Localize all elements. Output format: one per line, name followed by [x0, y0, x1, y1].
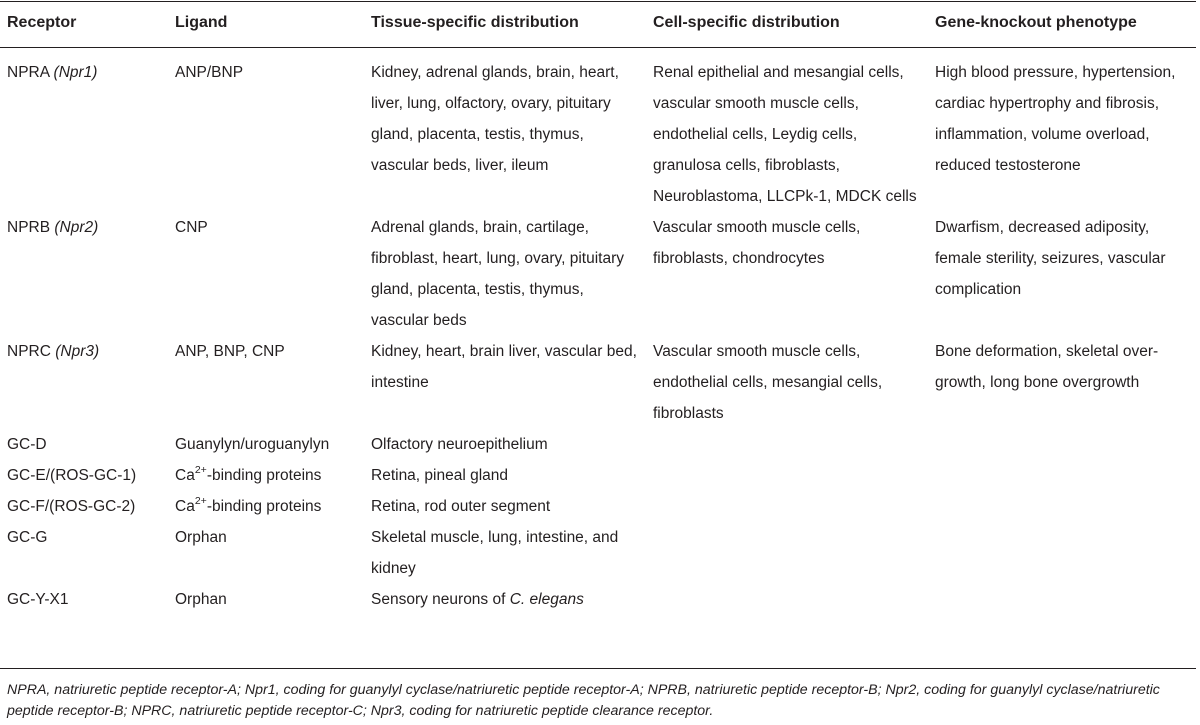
top-rule: [0, 1, 1196, 2]
receptor-cell: GC-G: [7, 529, 48, 546]
ligand-superscript: 2+: [194, 464, 207, 476]
cell-distribution-cell: [646, 429, 928, 460]
gene-name: (Npr1): [53, 64, 98, 81]
table-row: [0, 460, 1196, 491]
tissue-cell: Kidney, adrenal glands, brain, heart, liver, lung, olfactory, ovary, pituitary gland, placenta, testis, thymus, vascular beds, liver, ileum: [371, 64, 619, 174]
table-row: [0, 522, 1196, 584]
tissue-cell: Skeletal muscle, lung, intestine, and kidney: [371, 529, 619, 577]
receptor-table: [0, 13, 1196, 615]
table-row: [0, 429, 1196, 460]
receptor-cell: GC-D: [7, 436, 47, 453]
tissue-prefix: Sensory neurons of: [371, 591, 510, 608]
ligand-cell: ANP/BNP: [175, 64, 244, 81]
species-name: C. elegans: [509, 591, 584, 608]
table-row: [0, 584, 1196, 615]
header-receptor: Receptor: [7, 14, 77, 31]
cell-distribution-cell: [646, 460, 928, 491]
ligand-superscript: 2+: [194, 495, 207, 507]
ligand-cell: Guanylyn/uroguanylyn: [175, 436, 330, 453]
header-row: [0, 13, 1196, 47]
ligand-prefix: Ca: [175, 498, 195, 515]
cell-distribution-cell: [646, 522, 928, 584]
receptor-cell: GC-E/(ROS-GC-1): [7, 467, 137, 484]
table-row: [0, 47, 1196, 212]
receptor-name: NPRB: [7, 219, 51, 236]
ligand-cell: CNP: [175, 219, 208, 236]
ligand-cell: ANP, BNP, CNP: [175, 343, 285, 360]
ligand-suffix: -binding proteins: [206, 467, 322, 484]
ligand-cell: [168, 460, 364, 491]
header-ligand: Ligand: [175, 14, 228, 31]
table-row: [0, 491, 1196, 522]
tissue-cell: [364, 584, 646, 615]
receptor-cell: [0, 212, 168, 336]
ligand-cell: Orphan: [175, 591, 227, 608]
table-row: [0, 212, 1196, 336]
tissue-cell: Kidney, heart, brain liver, vascular bed, intestine: [371, 343, 637, 391]
table-footnote: NPRA, natriuretic peptide receptor-A; Npr1, coding for guanylyl cyclase/natriuretic peptide receptor-A; NPRB, natriuretic peptide receptor-B; Npr2, coding for guanylyl cyclase/natriuretic peptide receptor-B; NPRC, natriuretic peptide receptor-C; Npr3, coding for natriuretic peptide clearance receptor.: [7, 682, 1160, 719]
header-cell: Cell-specific distribution: [653, 14, 840, 31]
tissue-cell: Olfactory neuroepithelium: [371, 436, 548, 453]
phenotype-cell: High blood pressure, hypertension, cardiac hypertrophy and fibrosis, inflammation, volume overload, reduced testosterone: [935, 64, 1176, 174]
ligand-cell: Orphan: [175, 529, 227, 546]
ligand-suffix: -binding proteins: [206, 498, 322, 515]
ligand-cell: [168, 491, 364, 522]
ligand-prefix: Ca: [175, 467, 195, 484]
header-tissue: Tissue-specific distribution: [371, 14, 579, 31]
phenotype-cell: [928, 491, 1196, 522]
header-phenotype: Gene-knockout phenotype: [935, 14, 1137, 31]
phenotype-cell: [928, 584, 1196, 615]
gene-name: (Npr2): [54, 219, 99, 236]
tissue-cell: Retina, pineal gland: [371, 467, 509, 484]
table-row: [0, 336, 1196, 429]
phenotype-cell: [928, 460, 1196, 491]
cell-distribution-cell: Vascular smooth muscle cells, endothelial cells, mesangial cells, fibroblasts: [653, 343, 883, 422]
phenotype-cell: Bone deformation, skeletal over-growth, long bone overgrowth: [935, 343, 1159, 391]
phenotype-cell: [928, 429, 1196, 460]
cell-distribution-cell: Renal epithelial and mesangial cells, vascular smooth muscle cells, endothelial cells, Leydig cells, granulosa cells, fibroblasts, Neuroblastoma, LLCPk-1, MDCK cells: [653, 64, 917, 205]
gene-name: (Npr3): [55, 343, 100, 360]
bottom-rule: [0, 668, 1196, 669]
receptor-name: NPRC: [7, 343, 51, 360]
receptor-name: NPRA: [7, 64, 50, 81]
receptor-cell: GC-F/(ROS-GC-2): [7, 498, 136, 515]
receptor-cell: [0, 336, 168, 429]
receptor-cell: GC-Y-X1: [7, 591, 69, 608]
cell-distribution-cell: [646, 584, 928, 615]
receptor-cell: [0, 47, 168, 212]
phenotype-cell: Dwarfism, decreased adiposity, female sterility, seizures, vascular complication: [935, 219, 1166, 298]
tissue-cell: Retina, rod outer segment: [371, 498, 551, 515]
tissue-cell: Adrenal glands, brain, cartilage, fibroblast, heart, lung, ovary, pituitary gland, placenta, testis, thymus, vascular beds: [371, 219, 625, 329]
cell-distribution-cell: Vascular smooth muscle cells, fibroblasts, chondrocytes: [653, 219, 861, 267]
phenotype-cell: [928, 522, 1196, 584]
cell-distribution-cell: [646, 491, 928, 522]
